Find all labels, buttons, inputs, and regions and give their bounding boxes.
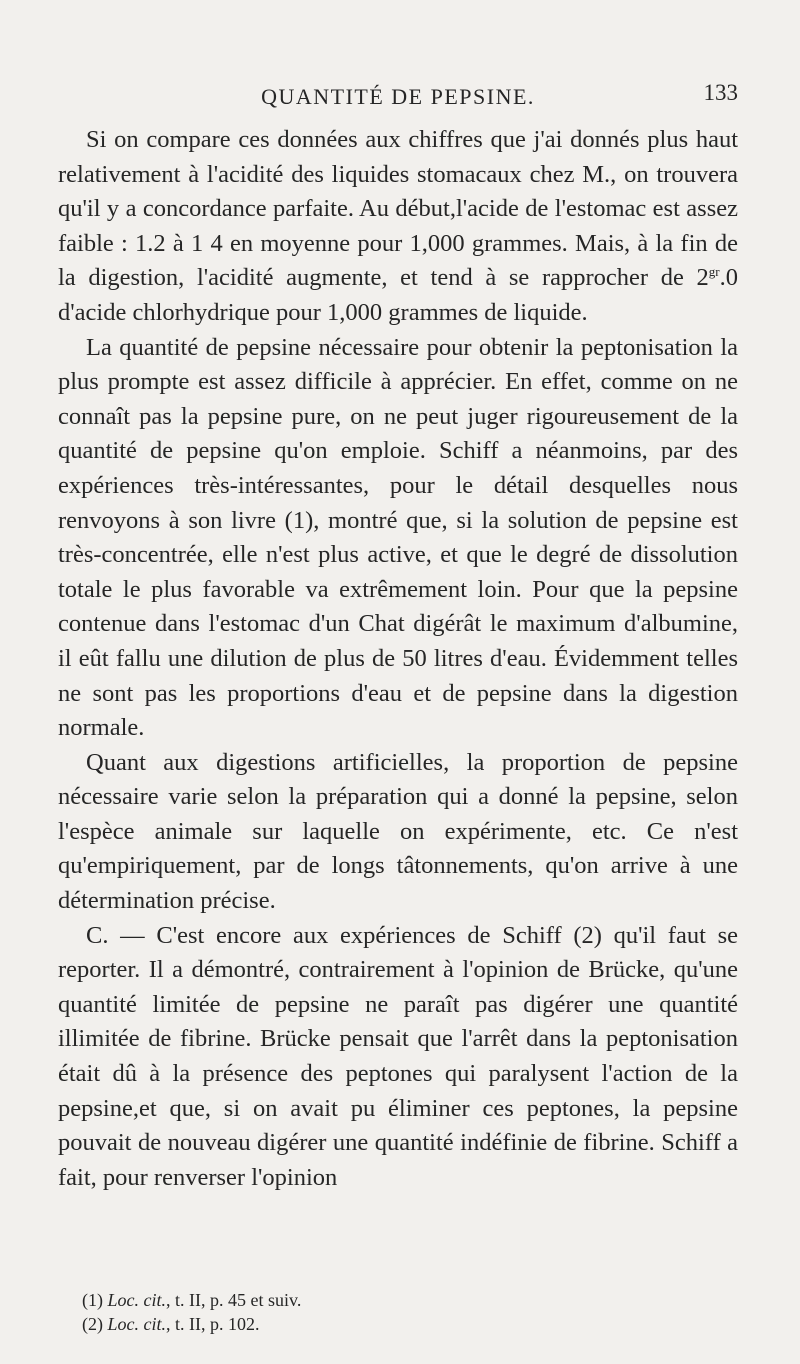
footnote-1 xyxy=(82,1288,732,1312)
body-text xyxy=(58,123,738,1195)
paragraph-schiff-experiments: C. — C'est encore aux expériences de Schiff (2) qu'il faut se reporter. Il a démontré, contrairement à l'opinion de Brücke, qu'une quantité limitée de pepsine ne paraît pas digérer une quantité illimitée de fibrine. Brücke pensait que l'arrêt dans la peptonisation était dû à la présence des peptones qui paralysent l'action de la pepsine,et que, si on avait pu éliminer ces peptones, la pepsine pouvait de nouveau digérer une quantité indéfinie de fibrine. Schiff a fait, pour renverser l'opinion xyxy=(58,921,738,1191)
paragraph-acidity-end: .0 d'acide chlorhydrique pour 1,000 grammes de liquide. xyxy=(58,264,738,326)
paragraph-acidity-start: Si on compare ces données aux chiffres que j'ai donnés plus haut relativement à l'acidité des liquides stomacaux chez M., on trouvera qu'il y a concordance parfaite. Au début,l'acide de l'estomac est assez faible : 1.2 à 1 4 en moyenne pour 1,000 grammes. Mais, à la fin de la digestion, l'acidité augmente, et tend à se rapprocher de 2 xyxy=(58,126,738,292)
footnote-2 xyxy=(82,1312,732,1336)
footnote-2-ref: Loc. cit. xyxy=(107,1314,166,1334)
footnote-2-rest: , t. II, p. 102. xyxy=(166,1314,260,1334)
paragraph-acidity xyxy=(58,123,738,331)
paragraph-pepsin-quantity: La quantité de pepsine nécessaire pour obtenir la peptonisation la plus prompte est assez difficile à apprécier. En effet, comme on ne connaît pas la pepsine pure, on ne peut juger rigoureusement de la quantité de pepsine qu'on emploie. Schiff a néanmoins, par des expériences très-intéressantes, pour le détail desquelles nous renvoyons à son livre (1), montré que, si la solution de pepsine est très-concentrée, elle n'est plus active, et que le degré de dissolution totale le plus favorable va extrêmement loin. Pour que la pepsine contenue dans l'estomac d'un Chat digérât le maximum d'albumine, il eût fallu une dilution de plus de 50 litres d'eau. Évidemment telles ne sont pas les proportions d'eau et de pepsine dans la digestion normale. xyxy=(58,333,738,742)
footnotes xyxy=(82,1288,732,1336)
footnote-1-rest: , t. II, p. 45 et suiv. xyxy=(166,1290,302,1310)
page-header xyxy=(58,80,738,116)
footnote-2-mark: (2) xyxy=(82,1314,103,1334)
unit-superscript: gr xyxy=(708,264,720,280)
paragraph-artificial-digestion: Quant aux digestions artificielles, la proportion de pepsine nécessaire varie selon la préparation qui a donné la pepsine, selon l'espèce animale sur laquelle on expérimente, etc. Ce n'est qu'empiriquement, par de longs tâtonnements, qu'on arrive à une détermination précise. xyxy=(58,748,738,915)
running-title: QUANTITÉ DE PEPSINE. xyxy=(261,84,535,109)
page-number: 133 xyxy=(703,80,738,105)
footnote-1-mark: (1) xyxy=(82,1290,103,1310)
footnote-1-ref: Loc. cit. xyxy=(107,1290,166,1310)
